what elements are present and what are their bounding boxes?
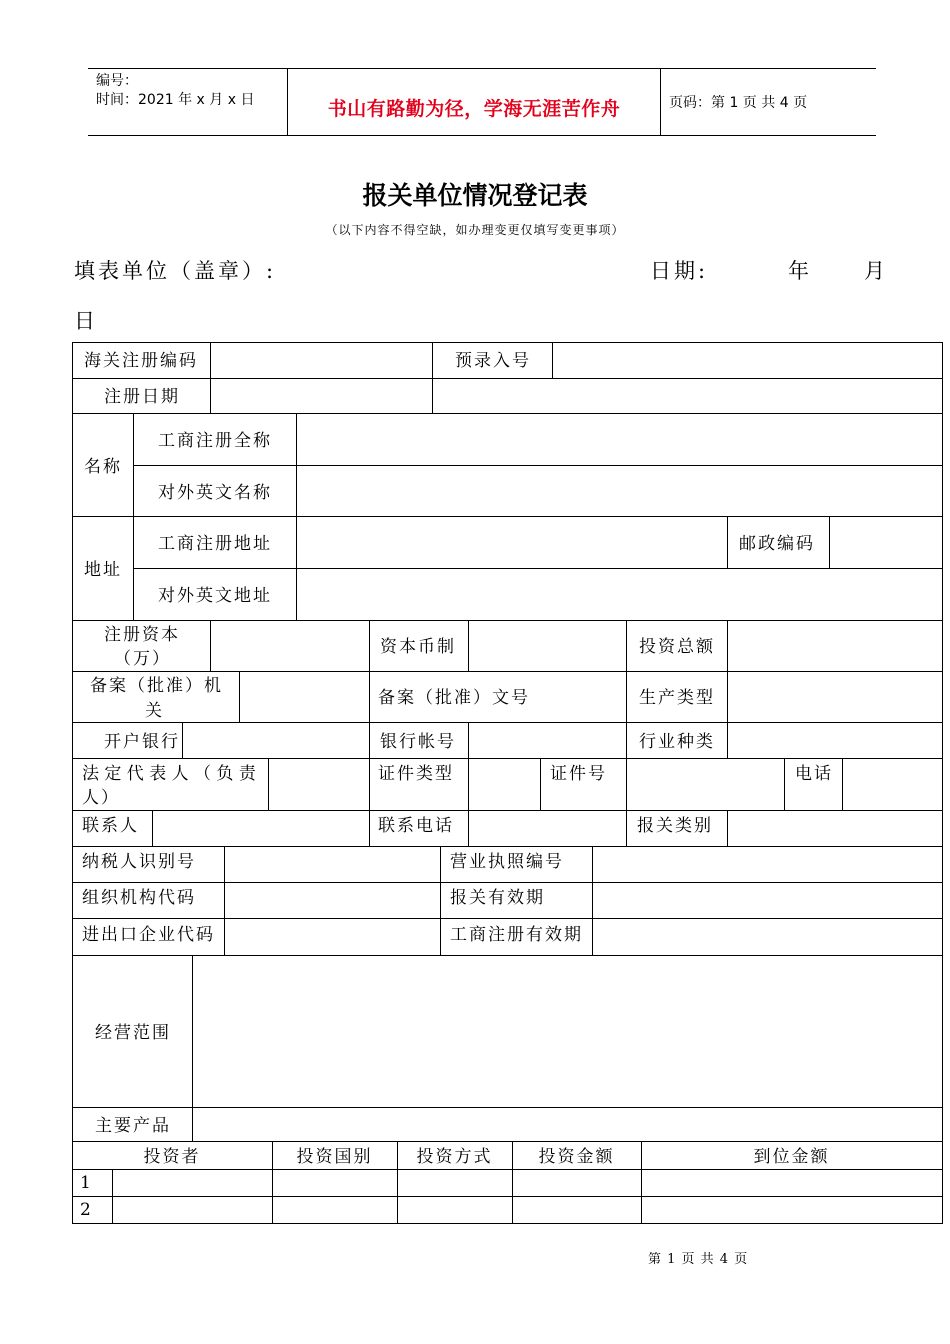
- date-label: 日期:: [650, 259, 709, 283]
- id-type-label: 证件类型: [378, 764, 454, 784]
- bank-account-label: 银行帐号: [380, 732, 456, 752]
- org-code-label: 组织机构代码: [82, 888, 196, 908]
- approval-doc-label: 备案（批准）文号: [378, 688, 530, 708]
- year-label: 年: [788, 259, 812, 283]
- form-title: 报关单位情况登记表: [362, 181, 588, 210]
- page-info: 页码：第 1 页 共 4 页: [669, 95, 808, 111]
- contact-phone-label: 联系电话: [378, 816, 454, 836]
- business-scope-label: 经营范围: [95, 1023, 171, 1043]
- biz-full-name-label: 工商注册全称: [158, 431, 272, 451]
- production-type-label: 生产类型: [639, 688, 715, 708]
- invest-method-header: 投资方式: [416, 1147, 493, 1167]
- approval-org-label-cont: 关: [145, 701, 164, 721]
- postal-code-label: 邮政编码: [739, 534, 815, 554]
- legal-rep-label-cont: 人）: [82, 788, 120, 808]
- invest-country-header: 投资国别: [296, 1147, 373, 1167]
- invest-amount-header: 投资金额: [538, 1147, 615, 1167]
- en-name-label: 对外英文名称: [158, 483, 272, 503]
- header-motto: 书山有路勤为径，学海无涯苦作舟: [327, 98, 621, 120]
- form-note: （以下内容不得空缺，如办理变更仅填写变更事项）: [325, 223, 625, 237]
- page-footer: 第 1 页 共 4 页: [648, 1252, 749, 1267]
- currency-label: 资本币制: [380, 637, 456, 657]
- pre-entry-no-label: 预录入号: [455, 351, 531, 371]
- address-label: 地址: [84, 560, 122, 580]
- taxpayer-id-label: 纳税人识别号: [82, 852, 196, 872]
- biz-reg-validity-label: 工商注册有效期: [450, 925, 583, 945]
- id-no-label: 证件号: [550, 764, 607, 784]
- name-label: 名称: [84, 457, 122, 477]
- industry-label: 行业种类: [639, 732, 715, 752]
- ie-code-label: 进出口企业代码: [82, 925, 215, 945]
- legal-rep-label: 法 定 代 表 人 （ 负 责: [82, 764, 256, 784]
- customs-category-label: 报关类别: [637, 816, 713, 836]
- investor-header: 投资者: [143, 1147, 201, 1167]
- phone-label: 电话: [795, 764, 833, 784]
- month-label: 月: [864, 259, 888, 283]
- bank-label: 开户银行: [104, 732, 180, 752]
- customs-validity-label: 报关有效期: [450, 888, 545, 908]
- reg-date-label: 注册日期: [104, 387, 180, 407]
- total-invest-label: 投资总额: [639, 637, 715, 657]
- day-label: 日: [74, 309, 98, 333]
- investor-row-number: 2: [80, 1200, 93, 1220]
- reg-capital-unit-label: （万）: [114, 649, 171, 669]
- biz-address-label: 工商注册地址: [158, 534, 272, 554]
- document-time-label: 时间：2021 年 x 月 x 日: [96, 92, 255, 108]
- approval-org-label: 备案（批准）机: [90, 676, 223, 696]
- license-no-label: 营业执照编号: [450, 852, 564, 872]
- en-address-label: 对外英文地址: [158, 586, 272, 606]
- filling-unit-label: 填表单位（盖章）:: [74, 259, 277, 283]
- paid-amount-header: 到位金额: [753, 1147, 830, 1167]
- main-products-label: 主要产品: [95, 1116, 171, 1136]
- document-number-label: 编号：: [96, 73, 138, 89]
- investor-row-number: 1: [80, 1173, 93, 1193]
- reg-capital-label: 注册资本: [104, 625, 180, 645]
- customs-reg-code-label: 海关注册编码: [84, 351, 198, 371]
- contact-label: 联系人: [82, 816, 139, 836]
